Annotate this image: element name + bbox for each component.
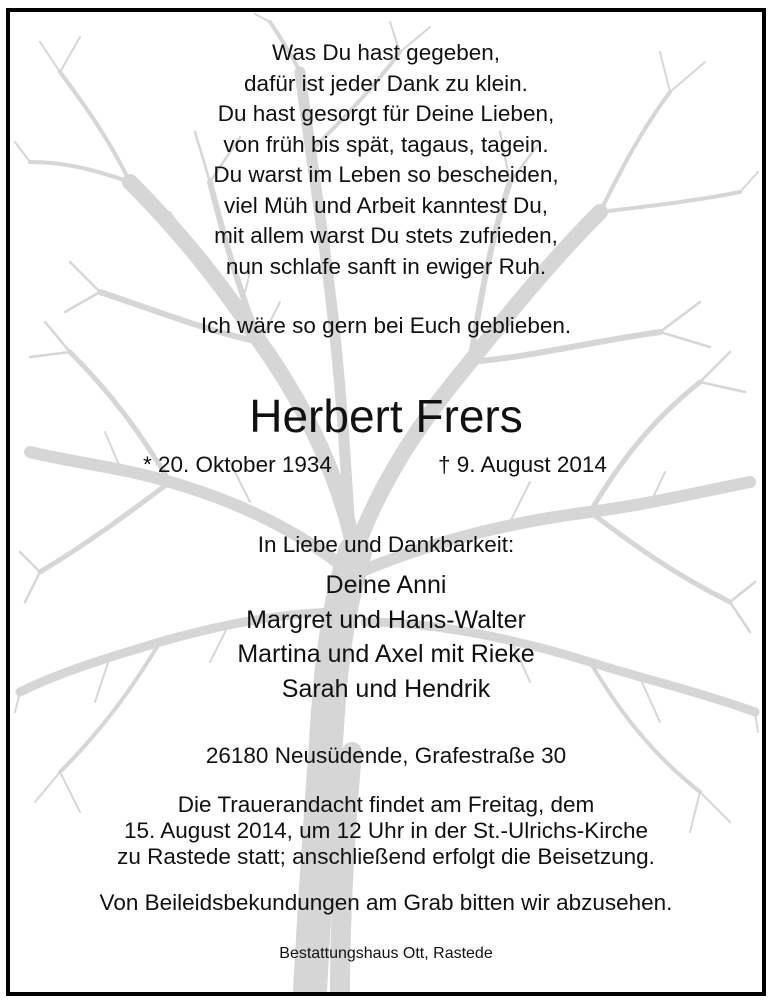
service-line: zu Rastede statt; anschließend erfolgt die Beisetzung. — [117, 844, 655, 869]
funeral-service-info — [10, 792, 762, 870]
death-date: † 9. August 2014 — [438, 452, 607, 477]
deceased-name: Herbert Frers — [249, 390, 523, 442]
poem-line: mit allem warst Du stets zufrieden, — [214, 223, 558, 248]
poem-line: dafür ist jeder Dank zu klein. — [244, 70, 528, 96]
service-line: Die Trauerandacht findet am Freitag, dem — [177, 792, 595, 817]
funeral-home: Bestattungshaus Ott, Rastede — [279, 945, 493, 962]
service-line: 15. August 2014, um 12 Uhr in der St.-Ulrichs-Kirche — [124, 818, 648, 843]
family-member: Martina und Axel mit Rieke — [237, 640, 535, 668]
poem-line: viel Müh und Arbeit kanntest Du, — [224, 192, 548, 218]
birth-date: * 20. Oktober 1934 — [143, 452, 332, 477]
poem-line: Du warst im Leben so bescheiden, — [213, 162, 559, 187]
farewell-quote: Ich wäre so gern bei Euch geblieben. — [200, 313, 572, 338]
family-member: Deine Anni — [325, 571, 447, 599]
condolence-request: Von Beileidsbekundungen am Grab bitten wir abzusehen. — [99, 890, 673, 915]
family-member: Sarah und Hendrik — [281, 674, 491, 703]
family-member: Margret und Hans-Walter — [246, 605, 526, 634]
family-intro: In Liebe und Dankbarkeit: — [257, 532, 515, 557]
poem-line: Du hast gesorgt für Deine Lieben, — [217, 101, 555, 126]
obituary-card — [6, 8, 766, 996]
poem — [10, 38, 762, 282]
family-list — [10, 568, 762, 706]
poem-line: von früh bis spät, tagaus, tagein. — [223, 131, 549, 157]
poem-line: Was Du hast gegeben, — [271, 40, 501, 65]
address: 26180 Neusüdende, Grafestraße 30 — [205, 743, 567, 768]
poem-line: nun schlafe sanft in ewiger Ruh. — [225, 253, 547, 279]
